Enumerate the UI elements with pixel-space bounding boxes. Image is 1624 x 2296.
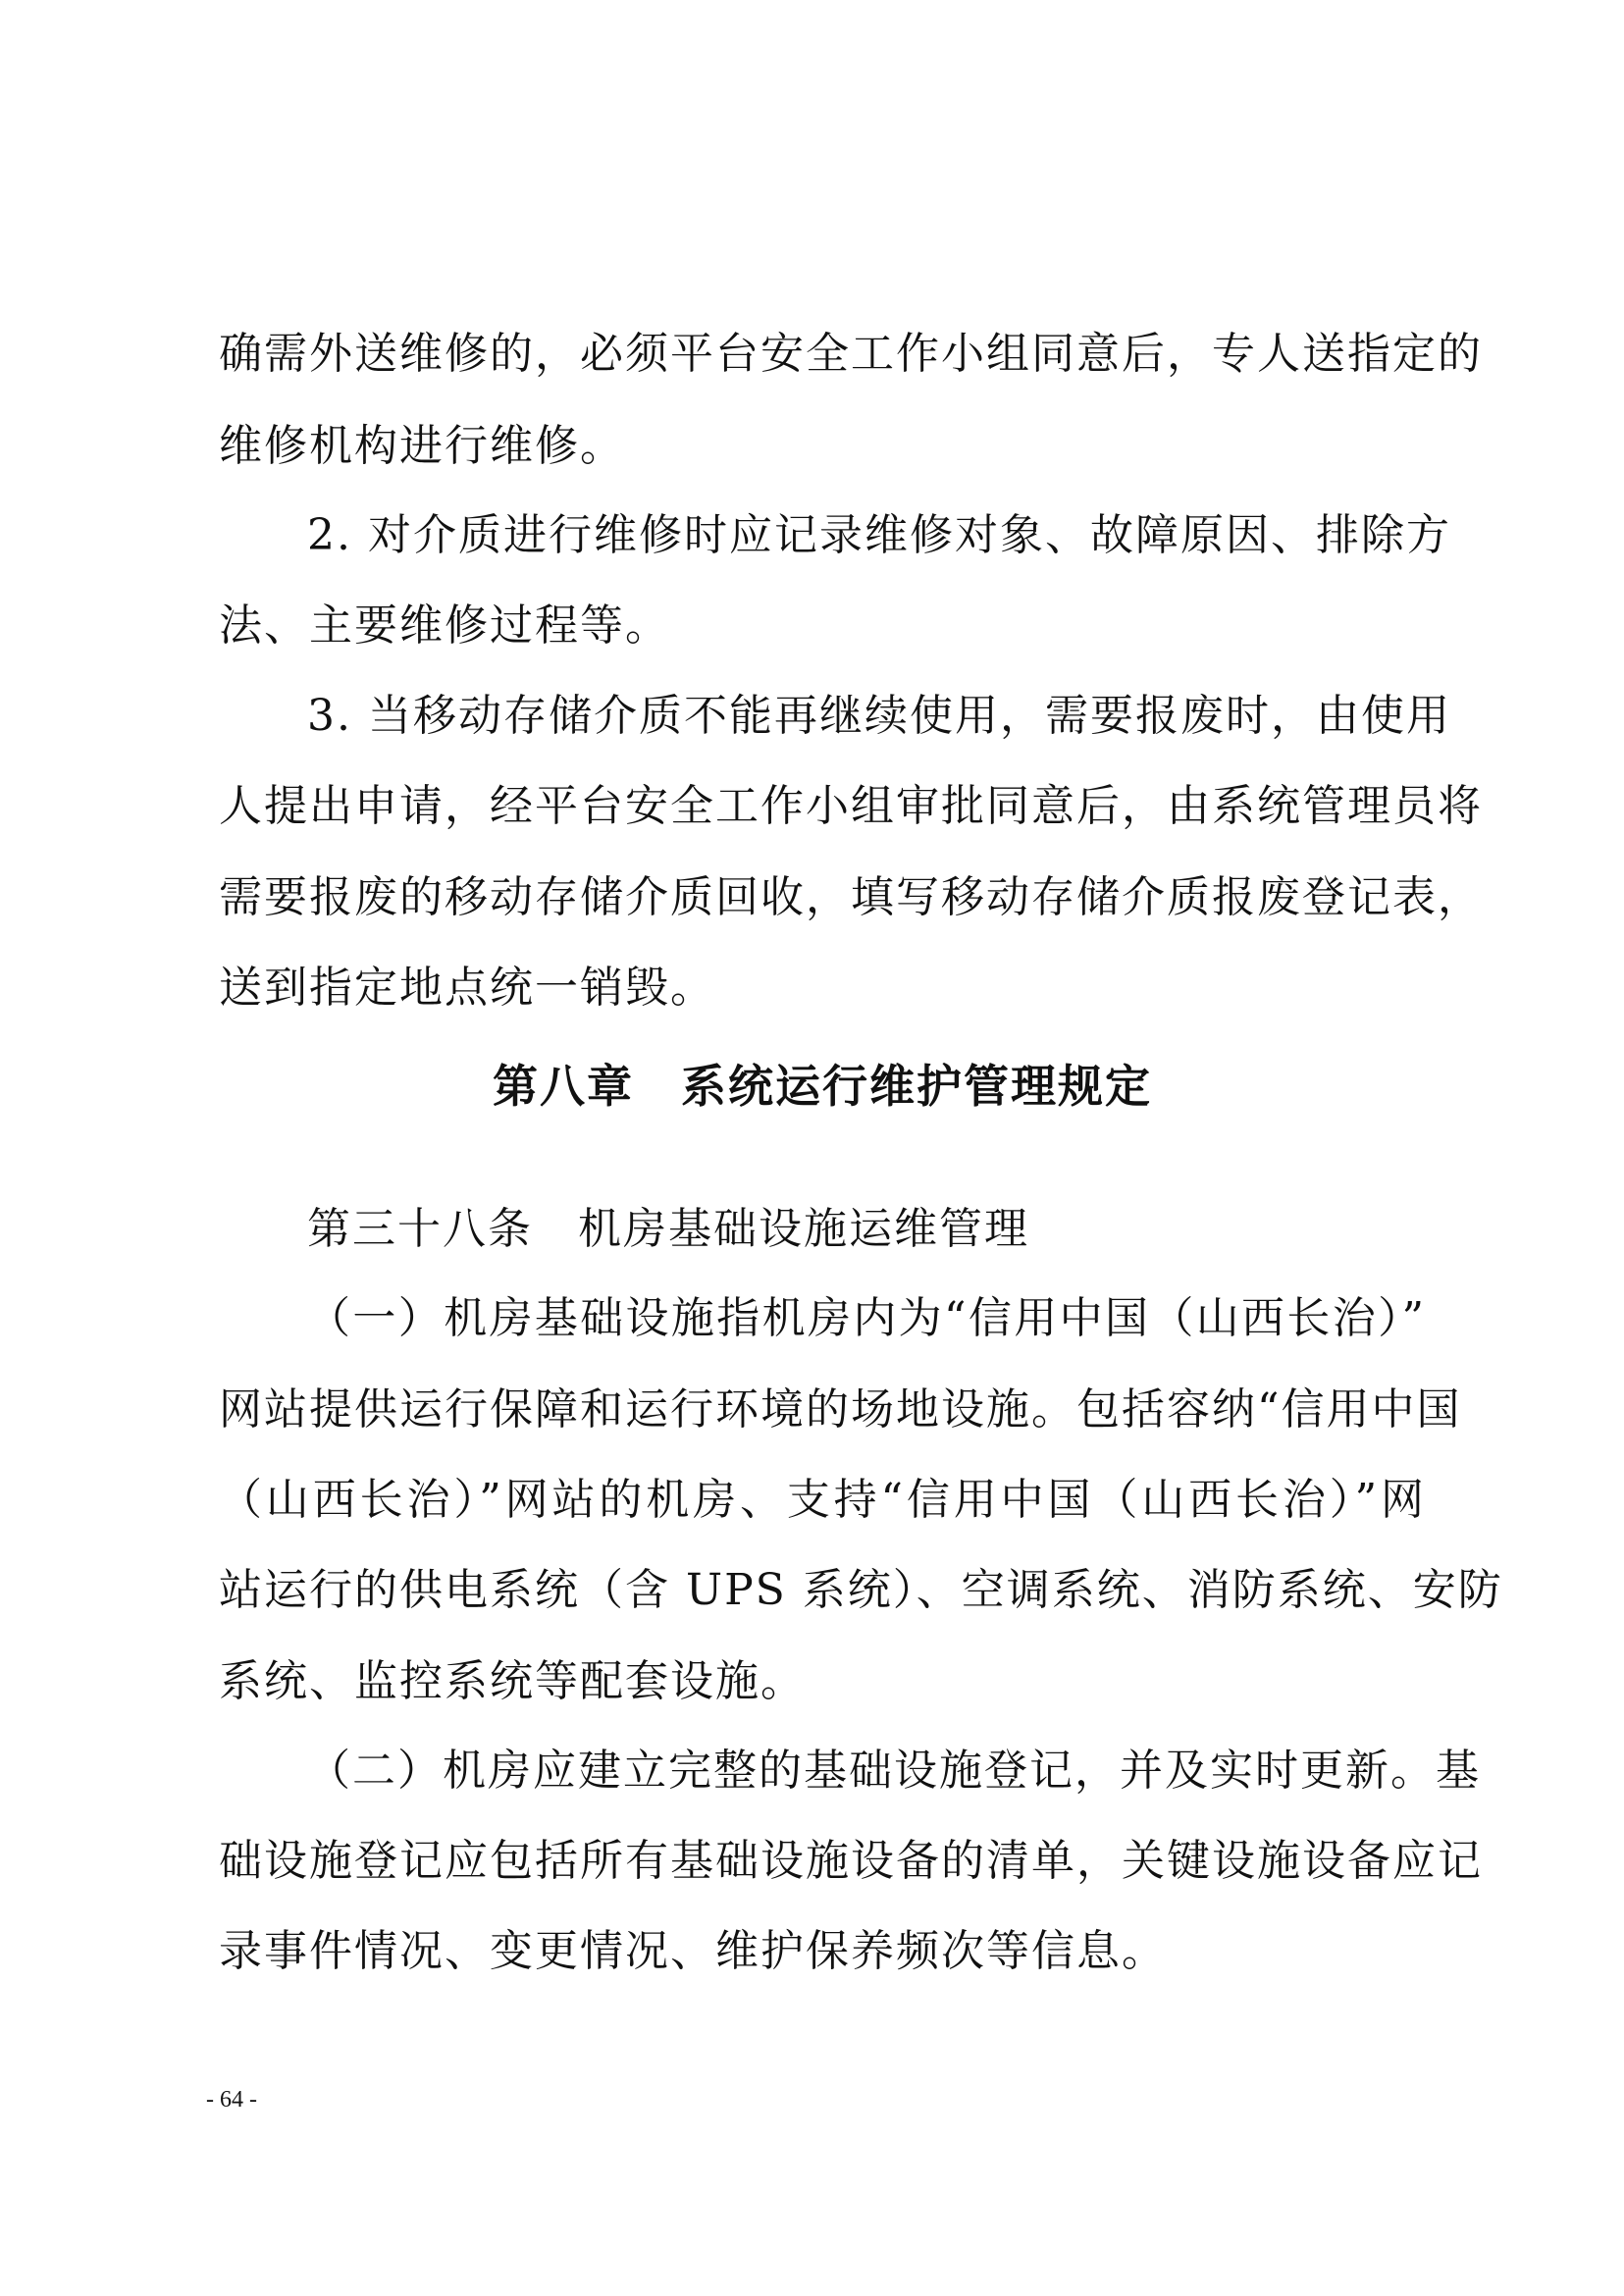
article-title: 第三十八条 机房基础设施运维管理: [307, 1204, 1029, 1254]
body-line-7: 需要报废的移动存储介质回收，填写移动存储介质报废登记表，: [219, 872, 1483, 922]
body-line-1: 确需外送维修的，必须平台安全工作小组同意后，专人送指定的: [219, 329, 1483, 379]
body-line-8: 送到指定地点统一销毁。: [219, 963, 715, 1013]
body-line-4: 法、主要维修过程等。: [219, 600, 670, 651]
chapter-heading: 第八章 系统运行维护管理规定: [493, 1060, 1152, 1113]
article-line-6: （二）机房应建立完整的基础设施登记，并及实时更新。基: [307, 1746, 1481, 1796]
article-line-3: （山西长治）”网站的机房、支持“信用中国（山西长治）”网: [219, 1475, 1426, 1525]
article-line-5: 系统、监控系统等配套设施。: [219, 1656, 806, 1706]
article-line-1: （一）机房基础设施指机房内为“信用中国（山西长治）”: [307, 1293, 1426, 1343]
page-number: - 64 -: [206, 2087, 257, 2113]
article-line-7: 础设施登记应包括所有基础设施设备的清单，关键设施设备应记: [219, 1836, 1483, 1886]
article-line-8: 录事件情况、变更情况、维护保养频次等信息。: [219, 1926, 1167, 1976]
article-line-4: 站运行的供电系统（含 UPS 系统）、空调系统、消防系统、安防: [219, 1565, 1503, 1615]
article-line-2: 网站提供运行保障和运行环境的场地设施。包括容纳“信用中国: [219, 1384, 1462, 1435]
body-line-5: 3. 当移动存储介质不能再继续使用，需要报废时，由使用: [307, 691, 1451, 741]
body-line-3: 2. 对介质进行维修时应记录维修对象、故障原因、排除方: [307, 510, 1451, 560]
body-line-6: 人提出申请，经平台安全工作小组审批同意后，由系统管理员将: [219, 781, 1483, 831]
body-line-2: 维修机构进行维修。: [219, 421, 625, 471]
